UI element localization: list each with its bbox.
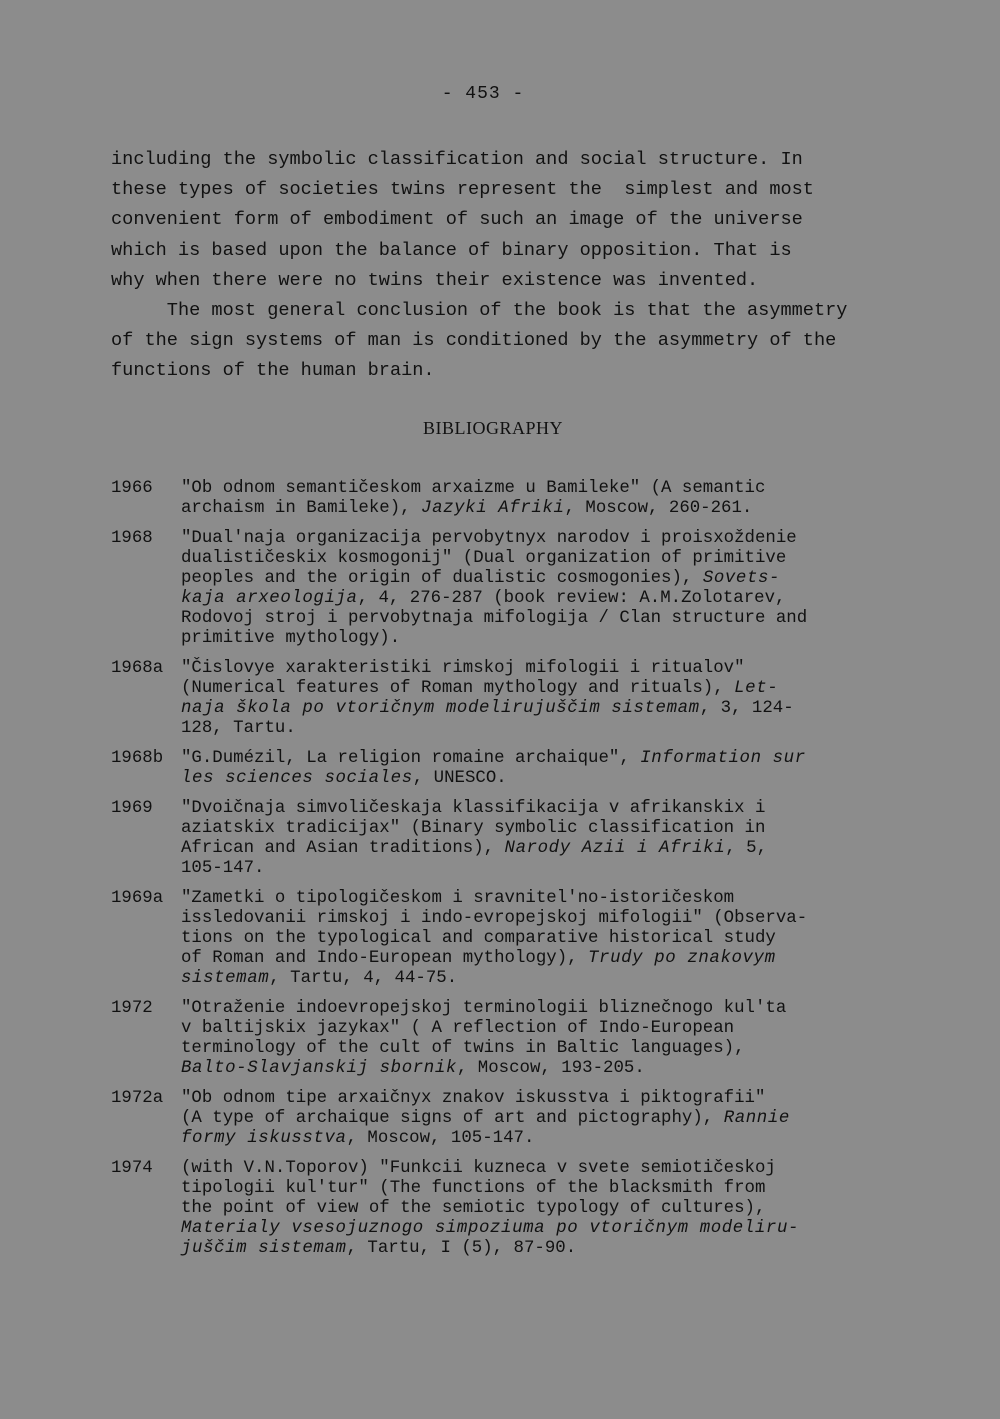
bibliography-entry bbox=[111, 479, 901, 519]
body-line: why when there were no twins their existence was invented. bbox=[111, 269, 759, 291]
citation-title: Information sur bbox=[640, 749, 806, 768]
citation-title: naja škola po vtoričnym modelirujuščim sistemam bbox=[181, 699, 700, 718]
citation-text: of Roman and Indo-European mythology), bbox=[181, 949, 589, 968]
citation-text: , Moscow, 193-205. bbox=[456, 1059, 645, 1078]
citation-line bbox=[181, 1159, 901, 1179]
citation-text: (with V.N.Toporov) "Funkcii kuzneca v svete semiotičeskoj bbox=[181, 1159, 776, 1178]
bibliography-year: 1972 bbox=[111, 999, 153, 1018]
citation-line bbox=[181, 1089, 901, 1109]
citation-title: juščim sistemam bbox=[181, 1239, 347, 1258]
citation-text: "Ob odnom semantičeskom arxaizme u Bamileke" (A semantic bbox=[181, 479, 766, 498]
body-line: of the sign systems of man is conditioned by the asymmetry of the bbox=[111, 330, 837, 352]
bibliography-entry bbox=[111, 799, 901, 879]
bibliography-year: 1968b bbox=[111, 749, 164, 768]
bibliography-year: 1968a bbox=[111, 659, 164, 678]
citation-text: 128, Tartu. bbox=[181, 719, 296, 738]
citation-text: archaism in Bamileke), bbox=[181, 499, 422, 518]
citation-line bbox=[181, 799, 901, 819]
citation-line bbox=[181, 1019, 901, 1039]
bibliography-citation bbox=[181, 1159, 901, 1259]
citation-text: "Dvoičnaja simvoličeskaja klassifikacija v afrikanskix i bbox=[181, 799, 766, 818]
bibliography-entry bbox=[111, 1159, 901, 1259]
bibliography-year: 1969a bbox=[111, 889, 164, 908]
citation-title: Rannie bbox=[723, 1109, 790, 1128]
citation-title: les sciences sociales bbox=[181, 769, 413, 788]
citation-title: Balto-Slavjanskij sbornik bbox=[181, 1059, 457, 1078]
bibliography-citation bbox=[181, 799, 901, 879]
citation-line bbox=[181, 659, 901, 679]
body-line: convenient form of embodiment of such an image of the universe bbox=[111, 209, 803, 231]
citation-text: "Zametki o tipologičeskom i sravnitel'no-istoričeskom bbox=[181, 889, 735, 908]
citation-text: dualističeskix kosmogonij" (Dual organization of primitive bbox=[181, 549, 787, 568]
citation-text: , Moscow, 260-261. bbox=[564, 499, 753, 518]
citation-title: Materialy vsesojuznogo simpoziuma po vtoričnym modeliru- bbox=[181, 1219, 800, 1238]
body-line: functions of the human brain. bbox=[111, 360, 435, 382]
citation-text: v baltijskix jazykax" ( A reflection of Indo-European bbox=[181, 1019, 735, 1038]
citation-text: , Moscow, 105-147. bbox=[346, 1129, 535, 1148]
bibliography-year: 1969 bbox=[111, 799, 153, 818]
citation-line bbox=[181, 679, 901, 699]
body-text bbox=[111, 145, 911, 387]
page-number: - 453 - bbox=[441, 84, 525, 104]
citation-title: Sovets- bbox=[702, 569, 781, 588]
citation-text: the point of view of the semiotic typology of cultures), bbox=[181, 1199, 766, 1218]
bibliography-citation bbox=[181, 1089, 901, 1149]
citation-text: 105-147. bbox=[181, 859, 265, 878]
citation-title: Jazyki Afriki bbox=[421, 499, 565, 518]
citation-line bbox=[181, 1059, 901, 1079]
body-line: which is based upon the balance of binary opposition. That is bbox=[111, 239, 792, 261]
citation-text: tipologii kul'tur" (The functions of the blacksmith from bbox=[181, 1179, 766, 1198]
citation-title: Narody Azii i Afriki bbox=[504, 839, 726, 858]
citation-line bbox=[181, 479, 901, 499]
citation-line bbox=[181, 859, 901, 879]
citation-line bbox=[181, 529, 901, 549]
bibliography-citation bbox=[181, 479, 901, 519]
body-line: including the symbolic classification and social structure. In bbox=[111, 149, 803, 170]
bibliography-citation bbox=[181, 999, 901, 1079]
citation-text: "G.Dumézil, La religion romaine archaique", bbox=[181, 749, 641, 768]
citation-line bbox=[181, 589, 901, 609]
citation-title: sistemam bbox=[181, 969, 270, 988]
citation-line bbox=[181, 819, 901, 839]
citation-line bbox=[181, 929, 901, 949]
citation-text: "Otraženie indoevropejskoj terminologii bliznečnogo kul'ta bbox=[181, 999, 787, 1018]
citation-line bbox=[181, 549, 901, 569]
citation-text: "Ob odnom tipe arxaičnyx znakov iskusstva i piktografii" bbox=[181, 1089, 766, 1108]
body-line: The most general conclusion of the book is that the asymmetry bbox=[111, 300, 848, 322]
citation-line bbox=[181, 699, 901, 719]
citation-line bbox=[181, 889, 901, 909]
citation-text: terminology of the cult of twins in Baltic languages), bbox=[181, 1039, 745, 1058]
citation-text: primitive mythology). bbox=[181, 629, 401, 648]
bibliography-entry bbox=[111, 999, 901, 1079]
citation-line bbox=[181, 1199, 901, 1219]
citation-line bbox=[181, 1219, 901, 1239]
bibliography-heading: BIBLIOGRAPHY bbox=[422, 418, 563, 438]
citation-line bbox=[181, 749, 901, 769]
citation-line bbox=[181, 969, 901, 989]
citation-text: , Tartu, 4, 44-75. bbox=[269, 969, 458, 988]
bibliography-year: 1968 bbox=[111, 529, 153, 548]
citation-text: , UNESCO. bbox=[412, 769, 507, 788]
body-line: these types of societies twins represent the simplest and most bbox=[111, 179, 814, 201]
citation-title: formy iskusstva bbox=[181, 1129, 347, 1148]
bibliography-entry bbox=[111, 659, 901, 739]
bibliography-entry bbox=[111, 529, 901, 649]
citation-line bbox=[181, 1129, 901, 1149]
bibliography-year: 1966 bbox=[111, 479, 153, 498]
bibliography-year: 1972a bbox=[111, 1089, 164, 1108]
citation-line bbox=[181, 569, 901, 589]
citation-title: Let- bbox=[734, 679, 779, 698]
citation-text: "Čislovye xarakteristiki rimskoj mifologii i ritualov" bbox=[181, 659, 745, 678]
citation-line bbox=[181, 1109, 901, 1129]
citation-line bbox=[181, 499, 901, 519]
citation-line bbox=[181, 909, 901, 929]
citation-text: Rodovoj stroj i pervobytnaja mifologija / Clan structure and bbox=[181, 609, 808, 628]
bibliography-entry bbox=[111, 749, 901, 789]
citation-title: Trudy po znakovym bbox=[588, 949, 776, 968]
bibliography-citation bbox=[181, 889, 901, 989]
citation-line bbox=[181, 629, 901, 649]
bibliography-entry bbox=[111, 889, 901, 989]
citation-line bbox=[181, 839, 901, 859]
citation-line bbox=[181, 949, 901, 969]
citation-text: aziatskix tradicijax" (Binary symbolic classification in bbox=[181, 819, 766, 838]
bibliography-citation bbox=[181, 749, 901, 789]
citation-text: peoples and the origin of dualistic cosmogonies), bbox=[181, 569, 703, 588]
citation-text: , Tartu, I (5), 87-90. bbox=[346, 1239, 577, 1258]
bibliography-citation bbox=[181, 529, 901, 649]
citation-line bbox=[181, 1039, 901, 1059]
citation-text: , 4, 276-287 (book review: A.M.Zolotarev, bbox=[357, 589, 786, 608]
bibliography-list bbox=[111, 479, 901, 1269]
citation-text: issledovanii rimskoj i indo-evropejskoj mifologii" (Observa- bbox=[181, 909, 808, 928]
bibliography-entry bbox=[111, 1089, 901, 1149]
citation-line bbox=[181, 1239, 901, 1259]
bibliography-citation bbox=[181, 659, 901, 739]
citation-line bbox=[181, 769, 901, 789]
bibliography-year: 1974 bbox=[111, 1159, 153, 1178]
citation-text: tions on the typological and comparative historical study bbox=[181, 929, 776, 948]
citation-text: "Dual'naja organizacija pervobytnyx narodov i proisxoždenie bbox=[181, 529, 797, 548]
citation-text: African and Asian traditions), bbox=[181, 839, 505, 858]
citation-text: (Numerical features of Roman mythology and rituals), bbox=[181, 679, 735, 698]
citation-text: (A type of archaique signs of art and pictography), bbox=[181, 1109, 724, 1128]
citation-text: , 5, bbox=[725, 839, 768, 858]
citation-line bbox=[181, 609, 901, 629]
citation-text: , 3, 124- bbox=[699, 699, 794, 718]
citation-title: kaja arxeologija bbox=[181, 589, 358, 608]
citation-line bbox=[181, 719, 901, 739]
citation-line bbox=[181, 1179, 901, 1199]
citation-line bbox=[181, 999, 901, 1019]
